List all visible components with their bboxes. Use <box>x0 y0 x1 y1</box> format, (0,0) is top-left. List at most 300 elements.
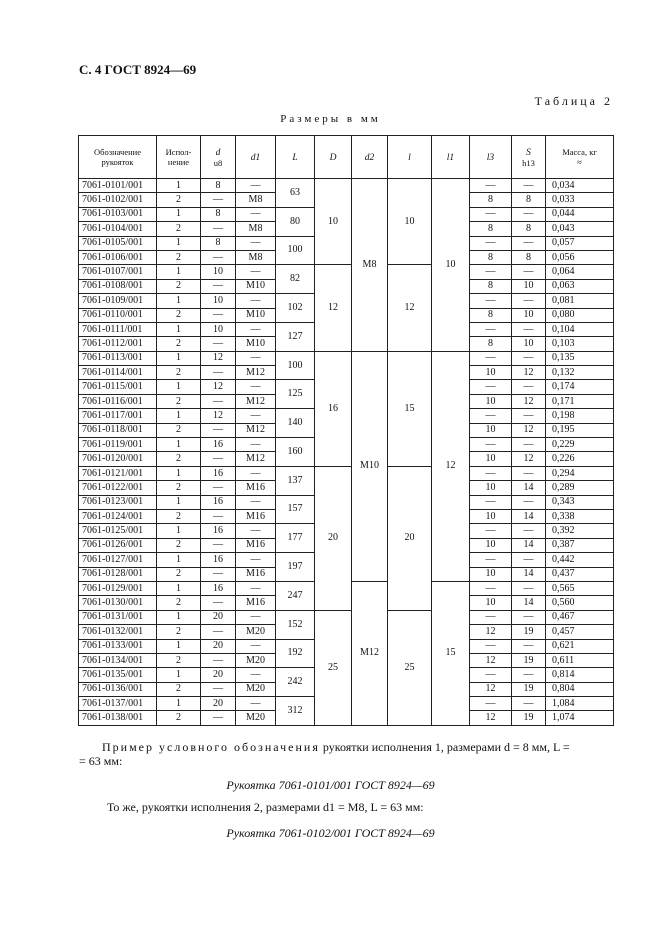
cell-d1: M20 <box>236 653 276 667</box>
cell-S: — <box>512 236 546 250</box>
cell-l3: — <box>470 409 512 423</box>
cell-version: 2 <box>157 596 201 610</box>
cell-l: 15 <box>388 351 432 466</box>
cell-l3: — <box>470 466 512 480</box>
cell-L: 137 <box>276 466 315 495</box>
cell-designation: 7061-0117/001 <box>79 409 157 423</box>
cell-d: — <box>201 222 236 236</box>
cell-d: 20 <box>201 697 236 711</box>
cell-d1: M16 <box>236 538 276 552</box>
cell-designation: 7061-0125/001 <box>79 524 157 538</box>
table-row <box>79 610 614 624</box>
cell-designation: 7061-0111/001 <box>79 322 157 336</box>
cell-S: — <box>512 438 546 452</box>
cell-S: 19 <box>512 653 546 667</box>
col-L: L <box>276 136 315 179</box>
cell-d1: — <box>236 668 276 682</box>
cell-version: 2 <box>157 366 201 380</box>
cell-l3: — <box>470 265 512 279</box>
cell-L: 140 <box>276 409 315 438</box>
cell-version: 2 <box>157 625 201 639</box>
cell-l3: — <box>470 322 512 336</box>
cell-version: 2 <box>157 250 201 264</box>
cell-designation: 7061-0135/001 <box>79 668 157 682</box>
cell-l3: — <box>470 179 512 193</box>
cell-mass: 0,174 <box>546 380 614 394</box>
cell-S: 14 <box>512 509 546 523</box>
cell-d1: M16 <box>236 509 276 523</box>
col-mass: Масса, кг ≈ <box>546 136 614 179</box>
cell-designation: 7061-0119/001 <box>79 438 157 452</box>
cell-d1: — <box>236 236 276 250</box>
cell-mass: 0,063 <box>546 279 614 293</box>
cell-designation: 7061-0129/001 <box>79 581 157 595</box>
cell-d: — <box>201 509 236 523</box>
cell-version: 2 <box>157 711 201 725</box>
cell-d1: M8 <box>236 250 276 264</box>
cell-version: 2 <box>157 538 201 552</box>
cell-version: 1 <box>157 294 201 308</box>
cell-version: 1 <box>157 610 201 624</box>
col-d: d u8 <box>201 136 236 179</box>
cell-d1: — <box>236 322 276 336</box>
cell-version: 2 <box>157 308 201 322</box>
cell-l3: — <box>470 553 512 567</box>
cell-L: 160 <box>276 438 315 467</box>
cell-S: — <box>512 668 546 682</box>
cell-D: 10 <box>315 179 352 265</box>
cell-l1: 12 <box>432 351 470 581</box>
cell-mass: 0,198 <box>546 409 614 423</box>
cell-d: — <box>201 279 236 293</box>
cell-l3: 12 <box>470 625 512 639</box>
cell-d: 12 <box>201 409 236 423</box>
cell-mass: 0,171 <box>546 394 614 408</box>
cell-S: — <box>512 466 546 480</box>
cell-designation: 7061-0109/001 <box>79 294 157 308</box>
cell-d1: — <box>236 466 276 480</box>
cell-l3: — <box>470 207 512 221</box>
cell-l1: 15 <box>432 581 470 725</box>
cell-S: 8 <box>512 250 546 264</box>
cell-d: — <box>201 596 236 610</box>
cell-version: 1 <box>157 581 201 595</box>
col-d1: d1 <box>236 136 276 179</box>
cell-L: 177 <box>276 524 315 553</box>
cell-L: 80 <box>276 207 315 236</box>
cell-S: 14 <box>512 538 546 552</box>
cell-l3: 10 <box>470 567 512 581</box>
cell-mass: 0,442 <box>546 553 614 567</box>
cell-designation: 7061-0106/001 <box>79 250 157 264</box>
cell-d1: — <box>236 351 276 365</box>
example-intro: Пример условного обозначения <box>102 740 320 754</box>
cell-L: 197 <box>276 553 315 582</box>
cell-S: — <box>512 581 546 595</box>
cell-L: 152 <box>276 610 315 639</box>
cell-d1: — <box>236 294 276 308</box>
cell-designation: 7061-0128/001 <box>79 567 157 581</box>
cell-d: — <box>201 682 236 696</box>
cell-d: — <box>201 423 236 437</box>
cell-l3: — <box>470 524 512 538</box>
cell-mass: 0,104 <box>546 322 614 336</box>
cell-designation: 7061-0105/001 <box>79 236 157 250</box>
cell-d: — <box>201 308 236 322</box>
cell-version: 1 <box>157 380 201 394</box>
cell-designation: 7061-0127/001 <box>79 553 157 567</box>
cell-version: 1 <box>157 639 201 653</box>
cell-designation: 7061-0123/001 <box>79 495 157 509</box>
cell-mass: 0,565 <box>546 581 614 595</box>
cell-S: — <box>512 610 546 624</box>
cell-d: — <box>201 452 236 466</box>
cell-version: 2 <box>157 481 201 495</box>
cell-S: 8 <box>512 193 546 207</box>
cell-d: 16 <box>201 438 236 452</box>
cell-S: 10 <box>512 308 546 322</box>
cell-d: 10 <box>201 294 236 308</box>
cell-designation: 7061-0114/001 <box>79 366 157 380</box>
cell-mass: 0,338 <box>546 509 614 523</box>
cell-version: 1 <box>157 668 201 682</box>
cell-designation: 7061-0113/001 <box>79 351 157 365</box>
cell-d1: — <box>236 495 276 509</box>
cell-d: 20 <box>201 639 236 653</box>
cell-designation: 7061-0118/001 <box>79 423 157 437</box>
table-row <box>79 265 614 279</box>
cell-mass: 0,064 <box>546 265 614 279</box>
cell-mass: 0,226 <box>546 452 614 466</box>
cell-mass: 0,103 <box>546 337 614 351</box>
cell-S: — <box>512 639 546 653</box>
table-row <box>79 466 614 480</box>
cell-d1: — <box>236 179 276 193</box>
cell-d: 16 <box>201 524 236 538</box>
cell-l3: — <box>470 351 512 365</box>
cell-mass: 0,033 <box>546 193 614 207</box>
cell-S: 19 <box>512 711 546 725</box>
cell-version: 1 <box>157 322 201 336</box>
sizes-note: Размеры в мм <box>280 113 381 125</box>
cell-d1: M16 <box>236 567 276 581</box>
cell-S: 14 <box>512 567 546 581</box>
cell-S: 14 <box>512 596 546 610</box>
cell-designation: 7061-0124/001 <box>79 509 157 523</box>
cell-mass: 0,034 <box>546 179 614 193</box>
cell-designation: 7061-0132/001 <box>79 625 157 639</box>
col-D: D <box>315 136 352 179</box>
cell-l3: 10 <box>470 423 512 437</box>
cell-l3: 8 <box>470 279 512 293</box>
cell-mass: 1,074 <box>546 711 614 725</box>
cell-l3: — <box>470 294 512 308</box>
cell-L: 242 <box>276 668 315 697</box>
cell-S: — <box>512 207 546 221</box>
cell-d: 12 <box>201 380 236 394</box>
cell-l3: 8 <box>470 308 512 322</box>
cell-d1: — <box>236 207 276 221</box>
dimensions-table <box>78 135 614 726</box>
cell-version: 1 <box>157 495 201 509</box>
cell-D: 12 <box>315 265 352 351</box>
cell-l3: 8 <box>470 250 512 264</box>
cell-S: — <box>512 351 546 365</box>
cell-l3: — <box>470 495 512 509</box>
cell-designation: 7061-0108/001 <box>79 279 157 293</box>
cell-d1: M8 <box>236 193 276 207</box>
cell-S: 10 <box>512 279 546 293</box>
cell-l3: — <box>470 697 512 711</box>
cell-mass: 0,814 <box>546 668 614 682</box>
cell-L: 247 <box>276 581 315 610</box>
cell-S: 12 <box>512 452 546 466</box>
cell-mass: 0,132 <box>546 366 614 380</box>
cell-D: 16 <box>315 351 352 466</box>
cell-mass: 0,057 <box>546 236 614 250</box>
cell-d1: — <box>236 524 276 538</box>
cell-d1: M20 <box>236 711 276 725</box>
cell-version: 2 <box>157 337 201 351</box>
cell-version: 2 <box>157 423 201 437</box>
cell-version: 2 <box>157 509 201 523</box>
cell-d: — <box>201 250 236 264</box>
cell-d1: M16 <box>236 596 276 610</box>
cell-mass: 0,387 <box>546 538 614 552</box>
cell-designation: 7061-0101/001 <box>79 179 157 193</box>
cell-d1: M12 <box>236 452 276 466</box>
cell-mass: 0,392 <box>546 524 614 538</box>
cell-l3: 10 <box>470 596 512 610</box>
cell-l3: 12 <box>470 653 512 667</box>
cell-d: — <box>201 193 236 207</box>
table-row <box>79 351 614 365</box>
cell-version: 2 <box>157 193 201 207</box>
cell-l3: 8 <box>470 193 512 207</box>
cell-S: 19 <box>512 625 546 639</box>
cell-version: 1 <box>157 697 201 711</box>
cell-d1: M12 <box>236 394 276 408</box>
col-l3: l3 <box>470 136 512 179</box>
cell-d: — <box>201 337 236 351</box>
cell-d: 8 <box>201 236 236 250</box>
cell-S: — <box>512 265 546 279</box>
cell-version: 1 <box>157 351 201 365</box>
cell-l3: — <box>470 581 512 595</box>
cell-l: 10 <box>388 179 432 265</box>
cell-D: 25 <box>315 610 352 725</box>
cell-S: 14 <box>512 481 546 495</box>
cell-mass: 0,043 <box>546 222 614 236</box>
cell-d: 8 <box>201 207 236 221</box>
cell-mass: 0,080 <box>546 308 614 322</box>
cell-l3: — <box>470 668 512 682</box>
example-designation-2: Рукоятка 7061-0102/001 ГОСТ 8924—69 <box>226 826 435 840</box>
cell-l3: 8 <box>470 337 512 351</box>
cell-S: — <box>512 380 546 394</box>
cell-d: — <box>201 653 236 667</box>
cell-d2: M8 <box>352 179 388 352</box>
cell-designation: 7061-0115/001 <box>79 380 157 394</box>
cell-d: 20 <box>201 668 236 682</box>
cell-designation: 7061-0104/001 <box>79 222 157 236</box>
example-designation-1: Рукоятка 7061-0101/001 ГОСТ 8924—69 <box>226 778 435 792</box>
cell-S: — <box>512 294 546 308</box>
cell-designation: 7061-0110/001 <box>79 308 157 322</box>
cell-D: 20 <box>315 466 352 610</box>
cell-d1: M16 <box>236 481 276 495</box>
cell-mass: 0,135 <box>546 351 614 365</box>
cell-designation: 7061-0121/001 <box>79 466 157 480</box>
cell-l3: — <box>470 236 512 250</box>
col-d2: d2 <box>352 136 388 179</box>
cell-designation: 7061-0107/001 <box>79 265 157 279</box>
cell-d: — <box>201 538 236 552</box>
table-header-row <box>79 136 614 179</box>
cell-mass: 0,804 <box>546 682 614 696</box>
cell-designation: 7061-0133/001 <box>79 639 157 653</box>
cell-d1: — <box>236 610 276 624</box>
cell-d: 10 <box>201 265 236 279</box>
col-designation: Обозначение рукояток <box>79 136 157 179</box>
col-l1: l1 <box>432 136 470 179</box>
cell-mass: 0,457 <box>546 625 614 639</box>
cell-designation: 7061-0130/001 <box>79 596 157 610</box>
col-S: S h13 <box>512 136 546 179</box>
cell-d2: M10 <box>352 351 388 581</box>
cell-d1: — <box>236 553 276 567</box>
cell-version: 2 <box>157 394 201 408</box>
cell-version: 1 <box>157 409 201 423</box>
cell-mass: 0,229 <box>546 438 614 452</box>
cell-d: — <box>201 567 236 581</box>
cell-L: 100 <box>276 236 315 265</box>
cell-mass: 1,084 <box>546 697 614 711</box>
cell-designation: 7061-0112/001 <box>79 337 157 351</box>
cell-S: — <box>512 495 546 509</box>
cell-d: — <box>201 711 236 725</box>
cell-L: 312 <box>276 697 315 726</box>
cell-version: 1 <box>157 553 201 567</box>
cell-version: 2 <box>157 279 201 293</box>
cell-version: 1 <box>157 466 201 480</box>
cell-version: 1 <box>157 179 201 193</box>
cell-mass: 0,081 <box>546 294 614 308</box>
cell-d: 8 <box>201 179 236 193</box>
cell-designation: 7061-0102/001 <box>79 193 157 207</box>
cell-d: — <box>201 625 236 639</box>
cell-d1: M10 <box>236 279 276 293</box>
cell-d1: — <box>236 697 276 711</box>
cell-S: — <box>512 409 546 423</box>
cell-l3: 10 <box>470 481 512 495</box>
cell-d1: — <box>236 409 276 423</box>
cell-l3: 10 <box>470 452 512 466</box>
cell-l3: — <box>470 380 512 394</box>
cell-d: 16 <box>201 466 236 480</box>
cell-designation: 7061-0136/001 <box>79 682 157 696</box>
cell-mass: 0,294 <box>546 466 614 480</box>
cell-d1: M12 <box>236 366 276 380</box>
cell-mass: 0,611 <box>546 653 614 667</box>
cell-mass: 0,467 <box>546 610 614 624</box>
cell-L: 63 <box>276 179 315 208</box>
cell-l3: — <box>470 438 512 452</box>
cell-mass: 0,195 <box>546 423 614 437</box>
page-header: С. 4 ГОСТ 8924—69 <box>79 62 197 77</box>
cell-d1: — <box>236 438 276 452</box>
cell-d1: M10 <box>236 337 276 351</box>
cell-d1: M12 <box>236 423 276 437</box>
cell-d1: — <box>236 265 276 279</box>
example-text-1: рукоятки исполнения 1, размерами d = 8 мм, L = <box>322 740 570 754</box>
cell-version: 1 <box>157 524 201 538</box>
cell-L: 82 <box>276 265 315 294</box>
cell-d1: — <box>236 639 276 653</box>
cell-designation: 7061-0134/001 <box>79 653 157 667</box>
cell-version: 2 <box>157 682 201 696</box>
cell-version: 2 <box>157 452 201 466</box>
cell-L: 157 <box>276 495 315 524</box>
cell-designation: 7061-0131/001 <box>79 610 157 624</box>
cell-l3: 12 <box>470 711 512 725</box>
cell-mass: 0,437 <box>546 567 614 581</box>
cell-d1: — <box>236 581 276 595</box>
cell-d: — <box>201 366 236 380</box>
cell-l: 25 <box>388 610 432 725</box>
cell-l3: 8 <box>470 222 512 236</box>
cell-d1: M10 <box>236 308 276 322</box>
table-number: Таблица 2 <box>534 94 613 108</box>
cell-version: 2 <box>157 653 201 667</box>
cell-S: 8 <box>512 222 546 236</box>
cell-S: 12 <box>512 366 546 380</box>
cell-d: 16 <box>201 495 236 509</box>
cell-l1: 10 <box>432 179 470 352</box>
cell-mass: 0,056 <box>546 250 614 264</box>
cell-d: 12 <box>201 351 236 365</box>
cell-S: — <box>512 553 546 567</box>
cell-l3: — <box>470 639 512 653</box>
cell-l: 12 <box>388 265 432 351</box>
cell-S: — <box>512 697 546 711</box>
cell-d: 16 <box>201 553 236 567</box>
cell-S: 12 <box>512 423 546 437</box>
cell-l3: — <box>470 610 512 624</box>
example-paragraph <box>102 739 622 755</box>
cell-l: 20 <box>388 466 432 610</box>
cell-d1: M20 <box>236 682 276 696</box>
cell-designation: 7061-0138/001 <box>79 711 157 725</box>
col-version: Испол-нение <box>157 136 201 179</box>
cell-d: — <box>201 394 236 408</box>
cell-designation: 7061-0126/001 <box>79 538 157 552</box>
cell-L: 125 <box>276 380 315 409</box>
cell-designation: 7061-0122/001 <box>79 481 157 495</box>
cell-d2: M12 <box>352 581 388 725</box>
cell-version: 1 <box>157 265 201 279</box>
cell-d1: — <box>236 380 276 394</box>
cell-d: — <box>201 481 236 495</box>
cell-S: — <box>512 322 546 336</box>
cell-l3: 10 <box>470 509 512 523</box>
cell-mass: 0,560 <box>546 596 614 610</box>
cell-S: 19 <box>512 682 546 696</box>
col-l: l <box>388 136 432 179</box>
cell-mass: 0,289 <box>546 481 614 495</box>
cell-version: 1 <box>157 207 201 221</box>
cell-mass: 0,343 <box>546 495 614 509</box>
